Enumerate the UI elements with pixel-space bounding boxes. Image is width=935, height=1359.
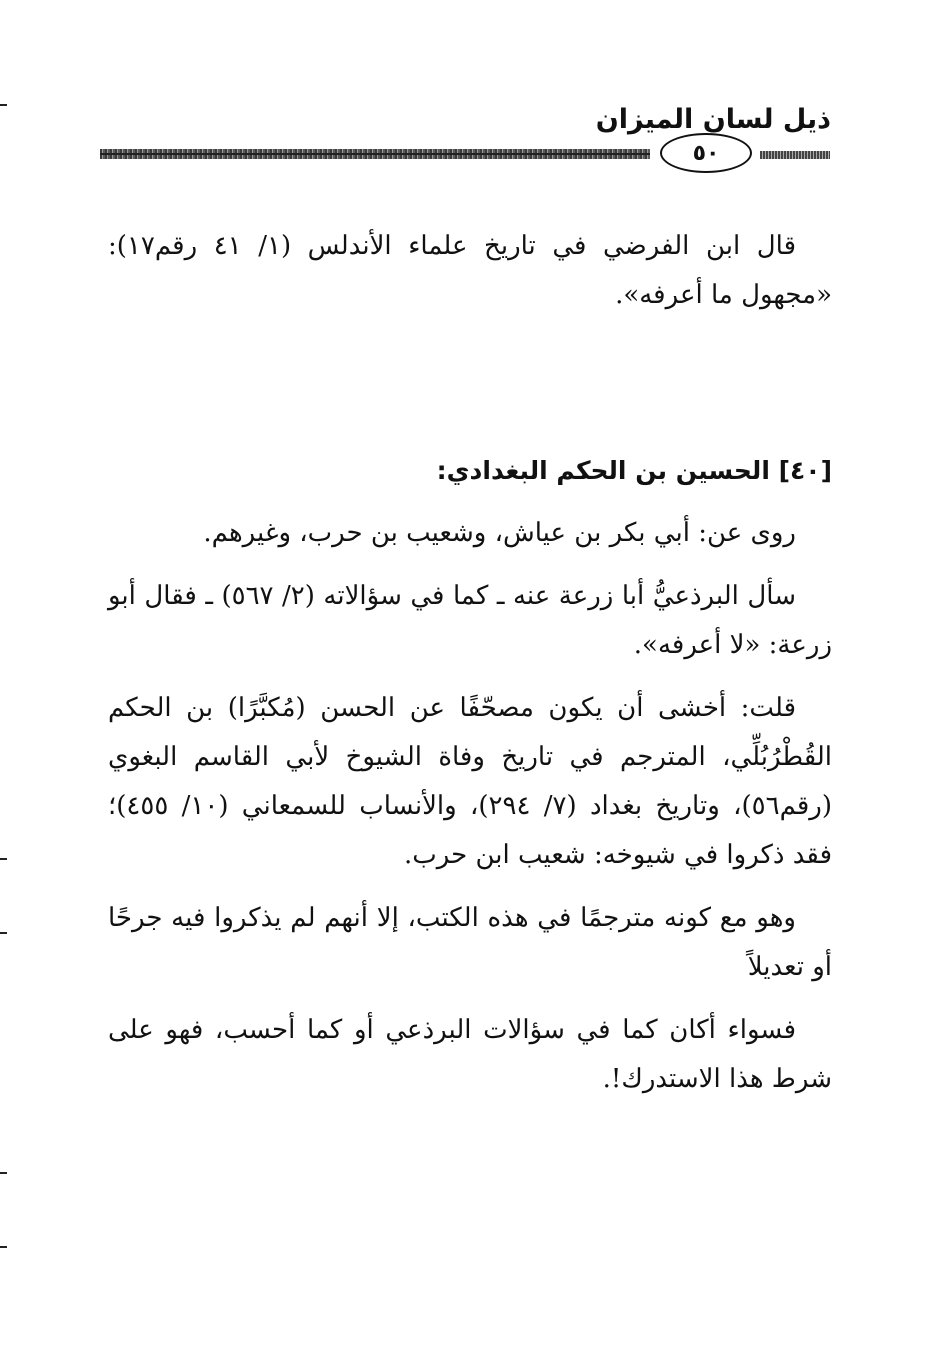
scan-edge-mark (0, 1246, 7, 1248)
paragraph: قال ابن الفرضي في تاريخ علماء الأندلس (١/ ٤١ رقم١٧): «مجهول ما أعرفه». (108, 231, 832, 310)
paragraph: قلت: أخشى أن يكون مصحّفًا عن الحسن (مُكبَّرًا) بن الحكم القُطْرُبُلِّي، المترجم في تاريخ وفاة الشيوخ لأبي القاسم البغوي (رقم٥٦)، وتاريخ بغداد (٧/ ٢٩٤)، والأنساب للسمعاني (١٠/ ٤٥٥)؛ فقد ذكروا في شيوخه: شعيب ابن حرب. (108, 693, 832, 870)
paragraph: وهو مع كونه مترجمًا في هذه الكتب، إلا أنهم لم يذكروا فيه جرحًا أو تعديلاً (108, 903, 832, 982)
running-header-title: ذيل لسان الميزان (595, 104, 831, 135)
header-rule (100, 149, 650, 159)
scan-edge-mark (0, 1172, 7, 1174)
scan-edge-mark (0, 932, 7, 934)
entry-heading: [٤٠] الحسين بن الحكم البغدادي: (436, 456, 832, 485)
scan-edge-mark (0, 104, 7, 106)
paragraph: فسواء أكان كما في سؤالات البرذعي أو كما أحسب، فهو على شرط هذا الاستدرك!. (108, 1015, 832, 1094)
scan-edge-mark (0, 858, 7, 860)
page-number: ٥٠ (660, 133, 752, 173)
header-rule-short (760, 151, 830, 159)
paragraph: روى عن: أبي بكر بن عياش، وشعيب بن حرب، وغيرهم. (203, 518, 796, 548)
paragraph: سأل البرذعيُّ أبا زرعة عنه ـ كما في سؤالاته (٢/ ٥٦٧) ـ فقال أبو زرعة: «لا أعرفه». (108, 581, 832, 660)
page-body (108, 222, 832, 1104)
